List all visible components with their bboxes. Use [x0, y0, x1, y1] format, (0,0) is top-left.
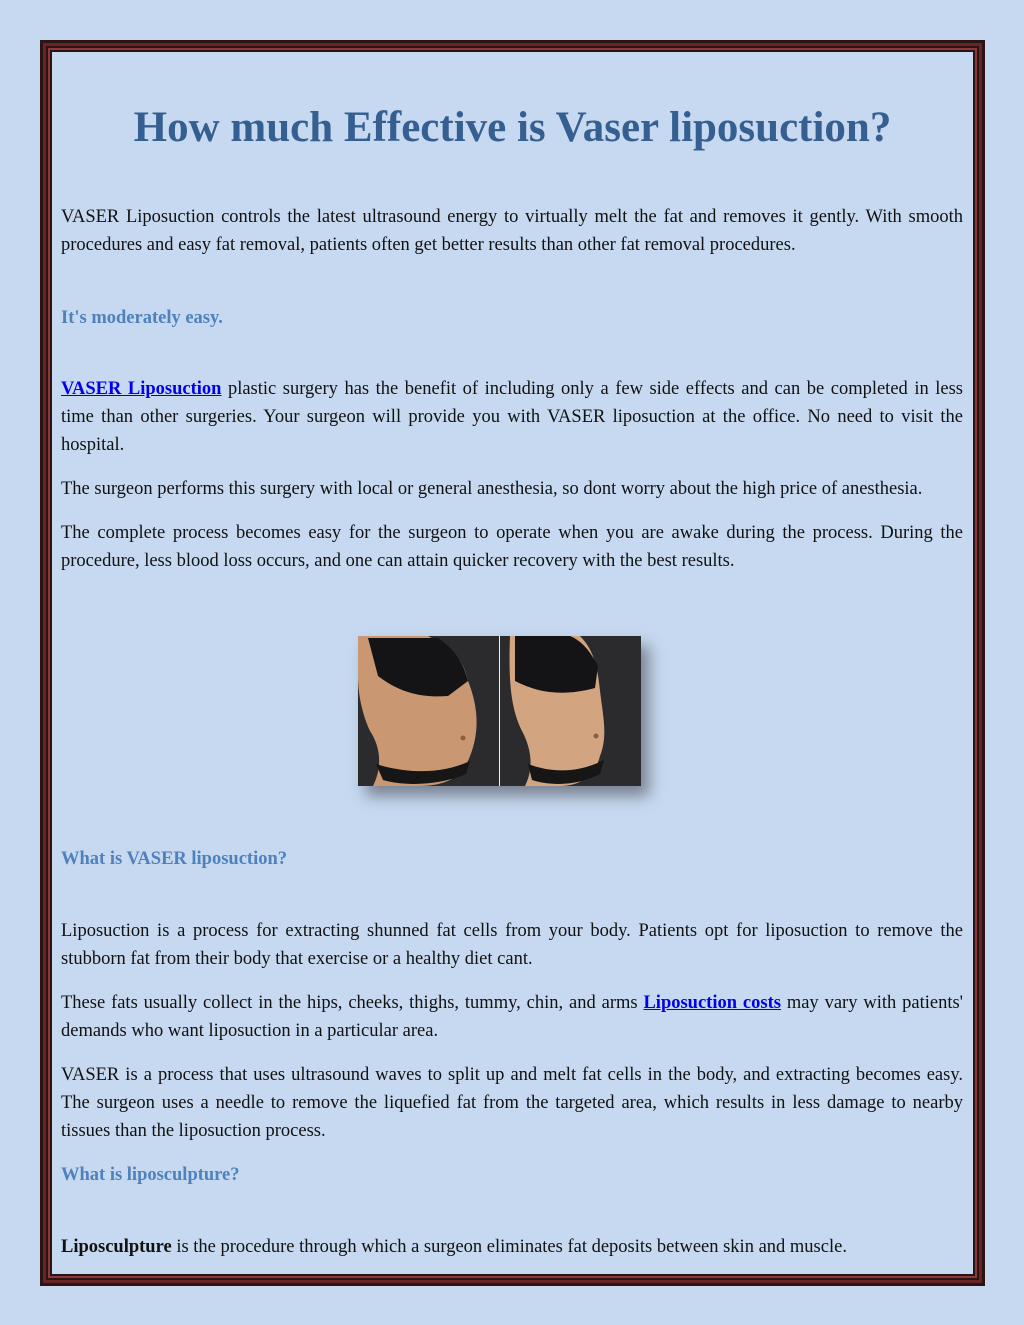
paragraph-liposculpture-text: is the procedure through which a surgeon eliminates fat deposits between skin and muscle. — [171, 1237, 847, 1257]
paragraph-fat-areas — [61, 989, 963, 1045]
section-heading-what-is-vaser: What is VASER liposuction? — [61, 849, 288, 869]
section-easy — [61, 304, 963, 332]
section-what-is-body — [61, 917, 963, 1145]
before-after-photo — [358, 636, 641, 786]
before-photo — [358, 636, 499, 786]
page-title: How much Effective is Vaser liposuction? — [133, 104, 892, 151]
liposculpture-term: Liposculpture — [61, 1237, 172, 1257]
paragraph-liposculpture — [61, 1233, 963, 1261]
liposuction-costs-link[interactable]: Liposuction costs — [643, 993, 781, 1013]
paragraph-vaser-process: VASER is a process that uses ultrasound waves to split up and melt fat cells in the body, and extracting becomes easy. The surgeon uses a needle to remove the liquefied fat from the targeted area, which results in less damage to nearby tissues than the liposuction process. — [61, 1065, 963, 1141]
section-easy-body — [61, 375, 963, 575]
intro-block — [61, 203, 963, 259]
paragraph-fat-areas-text: These fats usually collect in the hips, cheeks, thighs, tummy, chin, and arms — [61, 993, 644, 1013]
section-liposculpture-body — [61, 1233, 963, 1261]
section-what-is — [61, 845, 963, 873]
paragraph-liposuction-definition: Liposuction is a process for extracting shunned fat cells from your body. Patients opt for liposuction to remove the stubborn fat from their body that exercise or a healthy diet cant. — [61, 921, 963, 969]
paragraph-vaser-benefit — [61, 375, 963, 459]
section-heading-easy: It's moderately easy. — [61, 308, 223, 328]
intro-paragraph: VASER Liposuction controls the latest ultrasound energy to virtually melt the fat and removes it gently. With smooth procedures and easy fat removal, patients often get better results than other fat removal procedures. — [61, 207, 963, 255]
paragraph-process: The complete process becomes easy for the surgeon to operate when you are awake during the process. During the procedure, less blood loss occurs, and one can attain quicker recovery with the best results. — [61, 523, 963, 571]
after-photo — [500, 636, 641, 786]
section-heading-liposculpture: What is liposculpture? — [61, 1165, 240, 1185]
paragraph-fat-areas-tail: may vary with patients' demands who want liposuction in a particular area. — [61, 993, 963, 1041]
paragraph-anesthesia: The surgeon performs this surgery with local or general anesthesia, so dont worry about the high price of anesthesia. — [61, 479, 923, 499]
paragraph-vaser-benefit-text: plastic surgery has the benefit of including only a few side effects and can be completed in less time than other surgeries. Your surgeon will provide you with VASER liposuction at the office. No need to visit the hospital. — [61, 379, 963, 455]
vaser-liposuction-link[interactable]: VASER Liposuction — [61, 379, 222, 399]
section-liposculpture — [61, 1161, 963, 1189]
